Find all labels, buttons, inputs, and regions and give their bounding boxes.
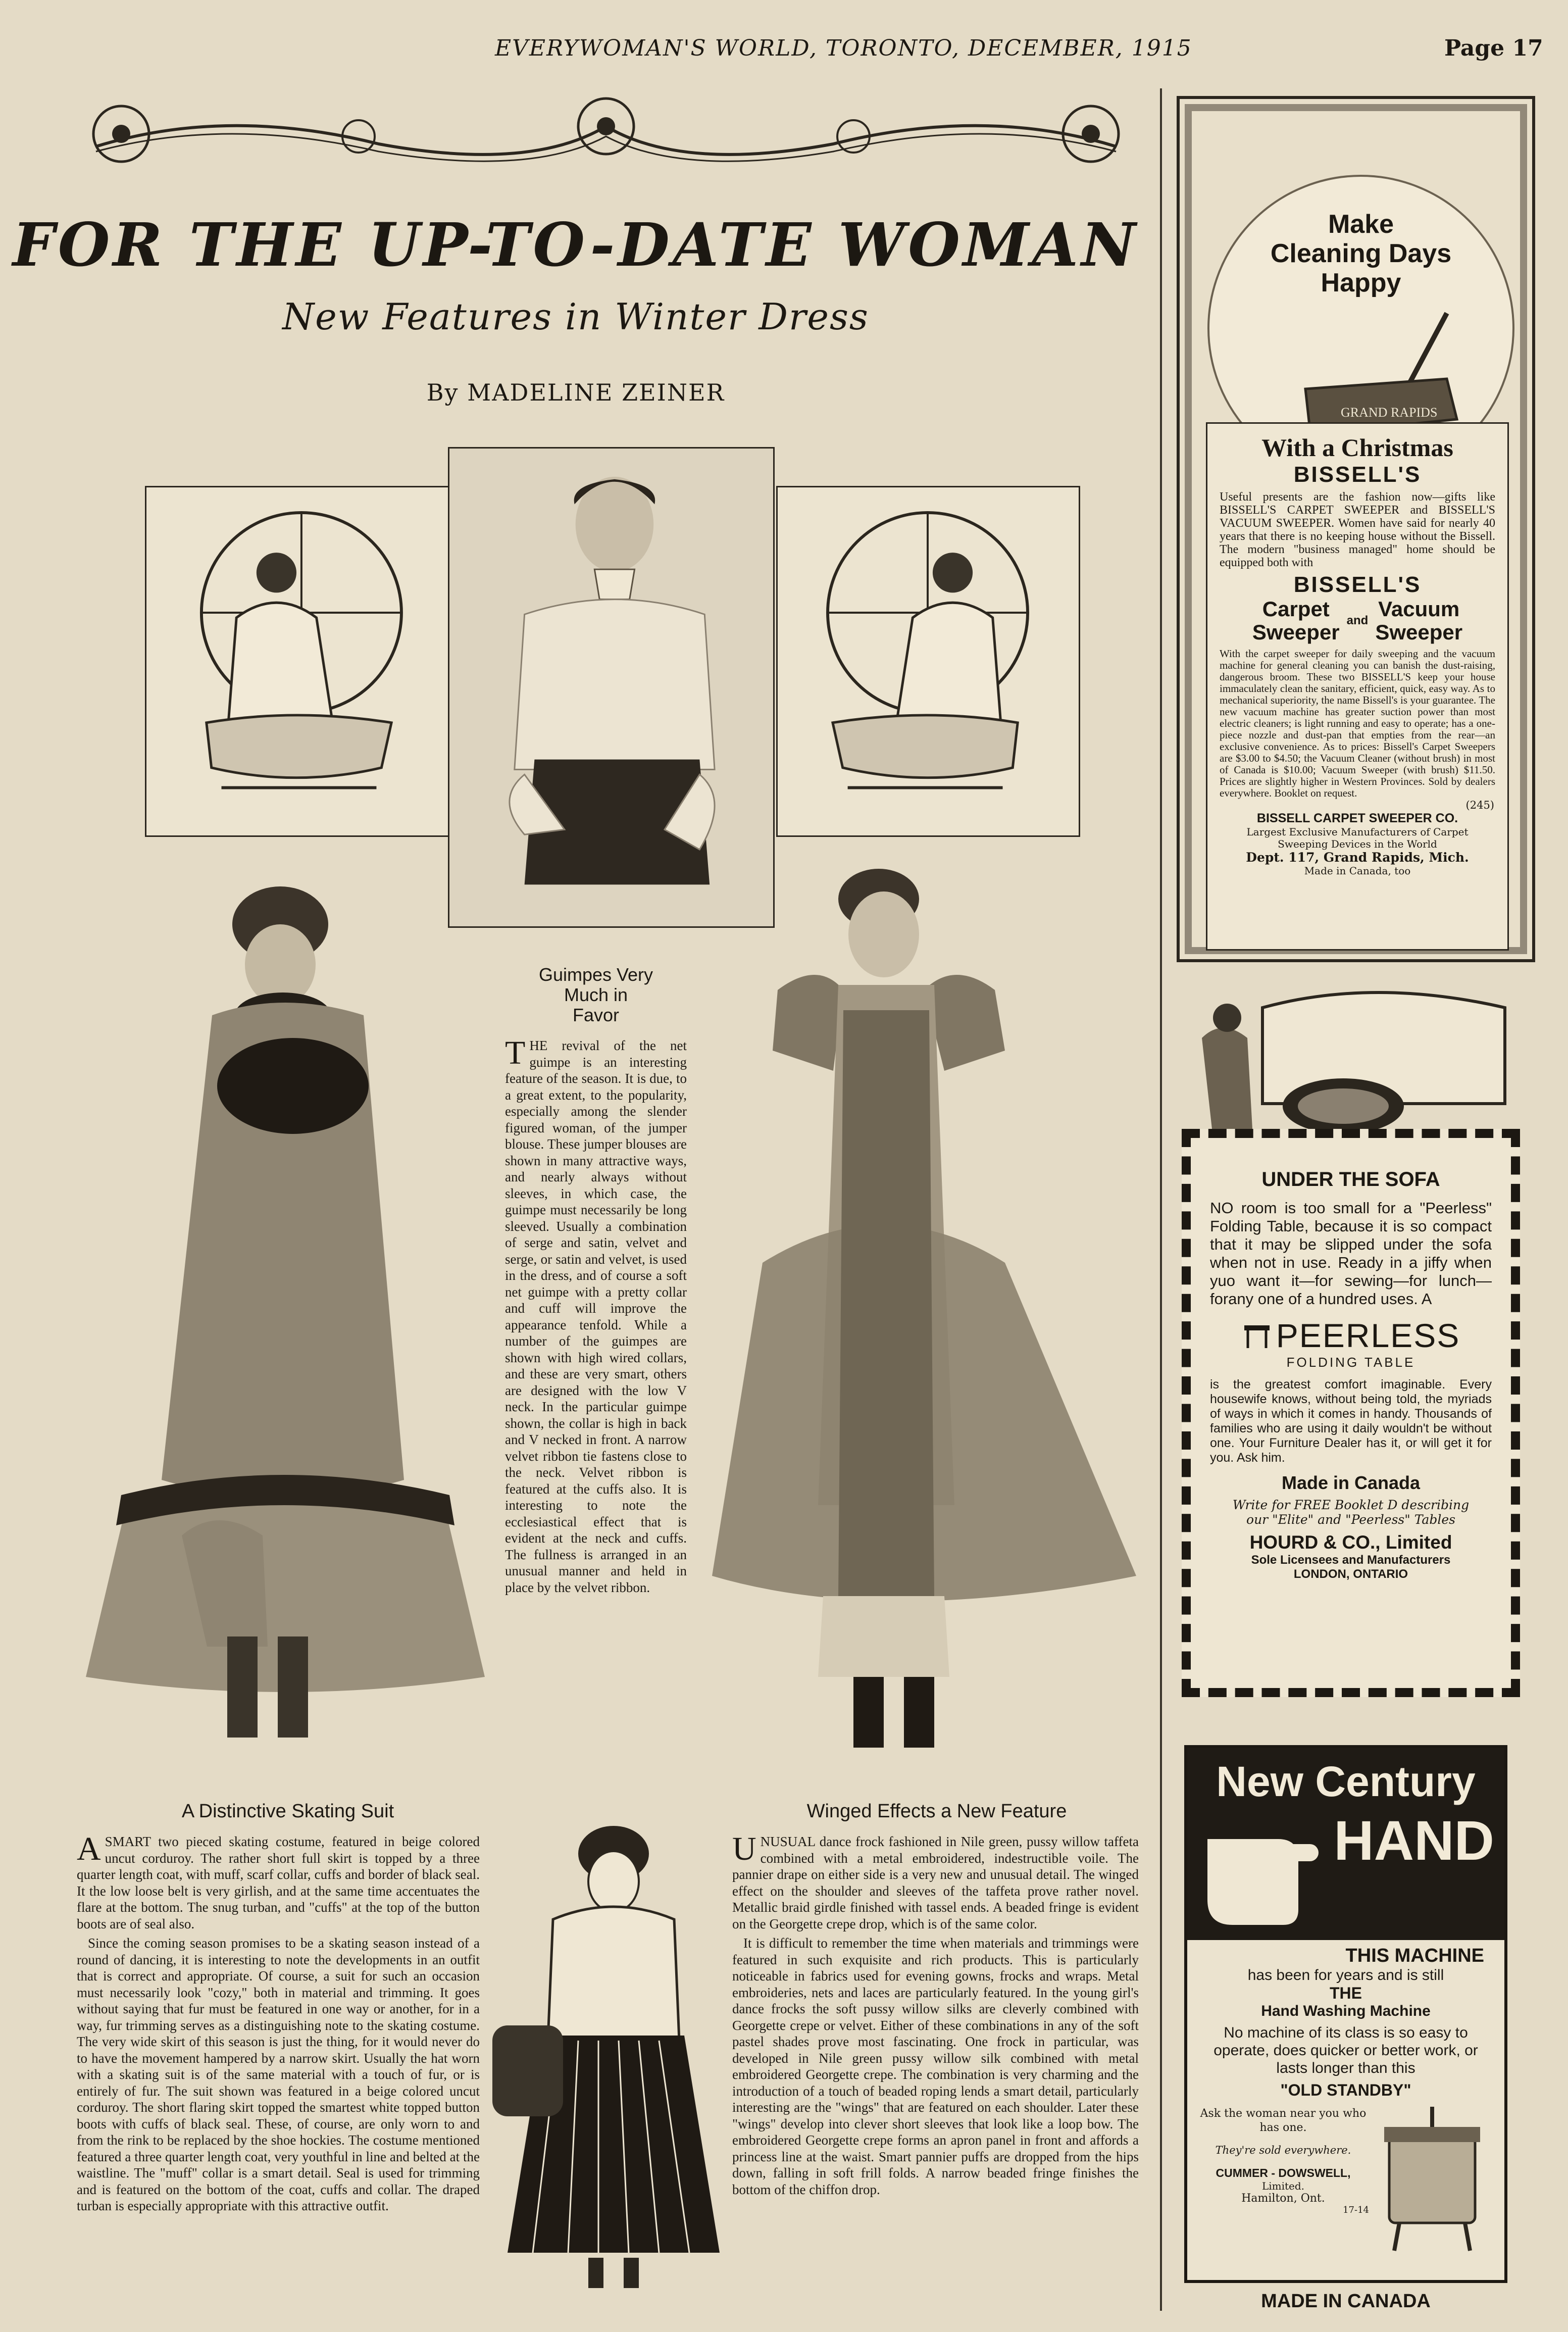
paragraph: It is difficult to remember the time when materials and trimmings were featured in such exquisite and rich products. This is particularly noticeable in fabrics used for evening gowns, frocks and wraps. Metal embroideries, nets and laces are particularly featured. In the young girl's dance frocks the soft pussy willow silks are cleverly combined with Georgette crepe or velvet. Either of these combinations in any of the soft pastel shades prove most fascinating. One frock in particular, was developed in Nile green pussy willow silk combined with metal embroidered Georgette crepe. The combination is very charming and the introduction of a touch of beaded roping lends a smart detail, particularly interesting are the "wings" that are featured on each shoulder. Later these "wings" develop into clever short sleeves that look like a loop bow. The embroidered Georgette crepe forms an apron panel in front and affords a princess line at the waist. Smart pannier puffs are dropped from the hips down, falling in soft frill folds. A narrow beaded fringe finishes the bottom of the chiffon drop. [732, 1936, 1139, 2197]
nc-code: 17-14 [1343, 2205, 1369, 2215]
product-word: Vacuum [1378, 597, 1460, 621]
column-divider [1160, 88, 1162, 2311]
guimpes-heading [505, 965, 687, 1025]
bissell-products [1207, 598, 1507, 644]
peerless-body-2: is the greatest comfort imaginable. Every housewife knows, without being told, the myriads of ways in which it comes in handy. Thousands of families who are using it daily wouldn't be without one. Your Furniture Dealer has it, or will get it for you. Ask him. [1210, 1377, 1492, 1465]
bissell-company: BISSELL CARPET SWEEPER CO. [1256, 811, 1458, 825]
bissell-address: Dept. 117, Grand Rapids, Mich. [1246, 850, 1469, 865]
washing-machine-icon [1374, 2107, 1490, 2253]
bissell-body: With the carpet sweeper for daily sweeping and the vacuum machine for general cleaning you can banish the dust-raising, dangerous broom. These two BISSELL'S keep your house immaculately clean the sanitary, efficient, quick, easy way. As to mechanical superiority, the name Bissell's is your guarantee. The new vacuum machine has greater suction power than most electric cleaners; is light running and easy to operate; has a one-piece nozzle and dust-pan that empties from the rear—an exclusive convenience. As to prices: Bissell's Carpet Sweepers are $3.00 to $4.50; the Vacuum Cleaner (without brush) in most of Canada is $10.00; Vacuum Sweeper (with brush) $11.50. Prices are slightly higher in Western Provinces. Sold by dealers everywhere. Booklet on request. [1220, 648, 1495, 799]
nc-standby: "OLD STANDBY" [1280, 2081, 1411, 2099]
peerless-brand-sub: FOLDING TABLE [1286, 1355, 1415, 1370]
peerless-licensees: Sole Licensees and Manufacturers [1251, 1553, 1451, 1567]
new-century-hand: HAND [1334, 1810, 1494, 1872]
skating-suit-photo [81, 849, 500, 1758]
peerless-city: LONDON, ONTARIO [1293, 1567, 1408, 1581]
bissell-tagline: Largest Exclusive Manufacturers of Carpet Sweeping Devices in the World [1246, 826, 1469, 850]
illustration-right [776, 486, 1080, 837]
running-head: EVERYWOMAN'S WORLD, TORONTO, DECEMBER, 1915 [495, 35, 1192, 61]
this-machine: THIS MACHINE [1345, 1945, 1484, 1966]
article-title: FOR THE UP-TO-DATE WOMAN [12, 210, 1139, 280]
peerless-company: HOURD & CO., Limited [1249, 1532, 1452, 1553]
peerless-ad [1182, 977, 1520, 1725]
illustration-left [145, 486, 450, 837]
winged-body [732, 1830, 1139, 2201]
nc-city: Hamilton, Ont. [1241, 2192, 1325, 2205]
article-subtitle: New Features in Winter Dress [282, 295, 869, 338]
page-number: Page 17 [1444, 35, 1543, 61]
nc-left-copy [1197, 2107, 1369, 2253]
nc-text-2: No machine of its class is so easy to operate, does quicker or better work, or lasts longer than this [1213, 2024, 1478, 2076]
paragraph: UNUSUAL dance frock fashioned in Nile green, pussy willow taffeta combined with a metal embroidered, indestructible voile. The pannier drape on either side is a very new and unusual detail. The winged effect on the shoulder and sleeves of the taffeta prove rather novel. Metallic braid girdle finished with tassel ends. A beaded fringe is evident on the Georgette crepe drop, which is of the same color. [732, 1830, 1139, 1931]
byline: By MADELINE ZEINER [426, 379, 725, 406]
bissell-ad [1177, 96, 1535, 962]
paragraph: THE revival of the net guimpe is an interesting feature of the season. It is due, to a great extent, to the popularity, especially among the slender figured woman, of the jumper blouse. These jumper blouses are shown in many attractive ways, and nearly always without sleeves, in which case, the guimpe must necessarily be long sleeved. Usually a combination of serge and satin, velvet and serge, or satin and velvet, is used in the dress, and of course a soft net guimpe with a pretty collar and cuff will improve the appearance tenfold. While a number of the guimpes are shown with high wired collars, and these are very smart, others are designed with the low V neck. In the particular guimpe shown, the collar is high in back and V necked in front. A narrow velvet ribbon tie fastens close to the neck. Velvet ribbon is featured at the cuffs also. It is interesting to note the ecclesiastical effect that is evident at the neck and cuffs. The fullness is arranged in an unusual manner and held in place by the velvet ribbon. [505, 1034, 687, 1595]
bissell-headline [1209, 210, 1512, 297]
bissell-made: Made in Canada, too [1304, 865, 1411, 877]
bissell-copy [1206, 422, 1509, 951]
peerless-brand: PEERLESS [1276, 1317, 1460, 1354]
bissell-code: (245) [1465, 799, 1494, 811]
sofa-illustration [1192, 977, 1515, 1144]
products-and: and [1346, 614, 1369, 627]
made-in-canada: MADE IN CANADA [1261, 2291, 1431, 2312]
woman-at-window-illustration-2 [778, 487, 1079, 835]
sweeper-icon [1295, 308, 1467, 439]
bissell-brand: BISSELL'S [1293, 462, 1422, 487]
nc-ask: Ask the woman near you who has one. [1200, 2107, 1367, 2134]
folding-table-icon [1242, 1320, 1272, 1351]
nc-limited: Limited. [1261, 2180, 1305, 2192]
headline-line: Make [1328, 210, 1394, 239]
product-word: Sweeper [1252, 620, 1340, 644]
skating-heading: A Distinctive Skating Suit [181, 1801, 394, 1822]
peerless-logo [1191, 1316, 1511, 1355]
guimpes-body [505, 1034, 687, 1596]
product-word: Carpet [1262, 597, 1330, 621]
pointing-hand-icon [1202, 1809, 1319, 1930]
peerless-body: NO room is too small for a "Peerless" Folding Table, because it is so compact that it may be slipped under the sofa when not in use. Ready in a jiffy when yuo want it—for sewing—for lunch—forany one of a hundred uses. A [1210, 1199, 1492, 1308]
nc-the: THE [1330, 1984, 1362, 2002]
bissell-intro: Useful presents are the fashion now—gifts like BISSELL'S CARPET SWEEPER and BISSELL'S VACUUM SWEEPER. Women have said for nearly 40 years that there is no keeping house without the Bissell. The modern "business managed" home should be equipped both with [1220, 490, 1495, 569]
bissell-brand-2: BISSELL'S [1293, 572, 1422, 597]
guimpes-heading-line: Favor [572, 1005, 620, 1025]
ornament-icon [76, 96, 1136, 172]
product-word: Sweeper [1375, 620, 1463, 644]
peerless-made: Made in Canada [1281, 1472, 1421, 1493]
nc-sold: They're sold everywhere. [1215, 2144, 1351, 2156]
peerless-booklet: Write for FREE Booklet D describing our "Elite" and "Peerless" Tables [1232, 1498, 1470, 1527]
paragraph: ASMART two pieced skating costume, featured in beige colored uncut corduroy. The rather short full skirt is topped by a three quarter length coat, with muff, scarf collar, cuffs and border of black seal. It the low loose belt is very girlish, and at the same time accentuates the flare at the bottom. The snug turban, and "cuffs" at the top of the button boots are of seal also. [77, 1830, 480, 1931]
bissell-title: With a Christmas [1261, 433, 1453, 462]
dance-frock-photo [692, 859, 1146, 1758]
new-century-ad [1184, 1745, 1507, 2283]
peerless-copy [1182, 1129, 1520, 1697]
new-century-brand: New Century [1216, 1758, 1476, 1805]
paragraph: Since the coming season promises to be a skating season instead of a round of dancing, it is interesting to note the developments in an outfit that is correct and appropriate. Of course, a suit for such an occasion must necessarily look "cozy," both in material and trimming. It goes without saying that fur must be featured in one way or another, for in a way, fur trimming serves as a distinguishing note to the skating costume. The very wide skirt of this season is just the thing, for it would never do to have the movement hampered by a narrow skirt. Usually the hat worn with a skating suit is of the same material with a touch of fur, or is entirely of fur. The suit shown was featured in a beige colored uncut corduroy. The short flaring skirt topped the smartest white topped button boots with cuffs of black seal. These, of course, are only worn to and from the rink to be replaced by the shoe hockies. The costume mentioned featured a three quarter length coat, very youthful in line and belted at the waistline. The "muff" collar is a smart detail. Seal is used for trimming and is featured on the bottom of the coat, cuffs and collar. The draped turban is especially appropriate with this attractive outfit. [77, 1936, 480, 2213]
woman-at-window-illustration [146, 487, 449, 835]
guimpes-section [505, 965, 687, 1599]
nc-company: CUMMER - DOWSWELL, [1216, 2166, 1351, 2179]
sweeper-label: GRAND RAPIDS [1341, 405, 1438, 420]
nc-text-1: has been for years and is still [1247, 1967, 1444, 1983]
guimpes-heading-line: Guimpes Very [538, 964, 653, 985]
headline-line: Cleaning Days [1270, 239, 1452, 268]
headline-line: Happy [1321, 268, 1401, 297]
nc-name: Hand Washing Machine [1261, 2003, 1431, 2019]
peerless-heading: UNDER THE SOFA [1261, 1168, 1440, 1190]
winged-heading: Winged Effects a New Feature [806, 1801, 1067, 1822]
guimpes-heading-line: Much in [564, 984, 628, 1005]
skating-body [77, 1830, 480, 2217]
product-vacuum-sweeper [1375, 598, 1462, 644]
nc-bottom [1187, 2100, 1504, 2253]
skating-girl-drawing [487, 1818, 725, 2298]
new-century-banner [1187, 1748, 1504, 1940]
product-carpet-sweeper [1252, 598, 1340, 644]
